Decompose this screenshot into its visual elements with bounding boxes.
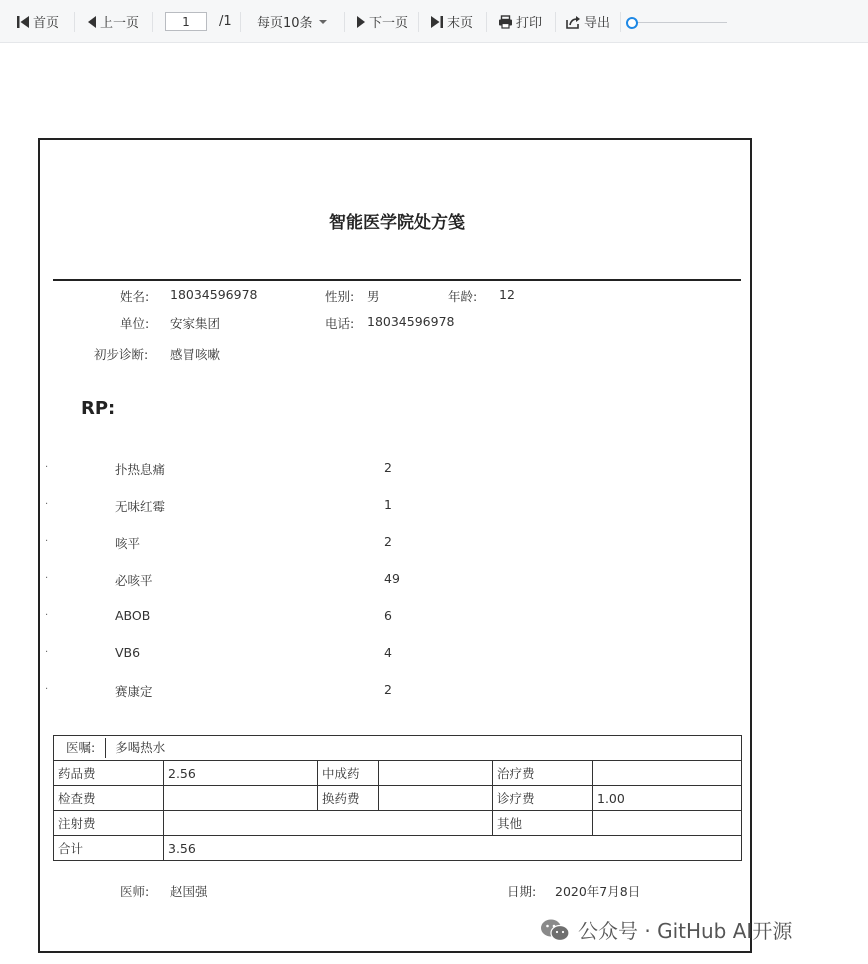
print-label: 打印 — [516, 16, 543, 31]
other-fee-label: 其他 — [493, 811, 593, 836]
diagnosis-value: 感冒咳嗽 — [170, 347, 221, 362]
table-row — [54, 786, 742, 811]
print-button[interactable] — [498, 0, 542, 43]
table-row — [54, 836, 742, 861]
last-page-icon — [430, 15, 444, 29]
drug-qty: 4 — [384, 645, 392, 660]
document-title: 智能医学院处方笺 — [329, 213, 465, 233]
prev-page-icon — [87, 15, 97, 29]
phone-label: 电话: — [325, 316, 355, 331]
first-page-label: 首页 — [33, 16, 60, 31]
diagnosis-label: 初步诊断: — [94, 347, 149, 362]
chevron-down-icon — [319, 20, 327, 24]
drug-name: ABOB — [115, 608, 151, 623]
patient-unit: 安家集团 — [170, 316, 221, 331]
drug-name: 咳平 — [115, 536, 141, 551]
drug-fee-value: 2.56 — [164, 761, 318, 786]
next-page-label: 下一页 — [369, 16, 409, 31]
drug-qty: 2 — [384, 460, 392, 475]
name-label: 姓名: — [120, 289, 150, 304]
wechat-icon — [540, 918, 570, 942]
fee-table — [53, 735, 742, 861]
doctor-label: 医师: — [120, 884, 150, 899]
table-row — [54, 811, 742, 836]
date-value: 2020年7月8日 — [555, 884, 641, 899]
page-total: /1 — [219, 14, 232, 29]
treatment-fee-label: 治疗费 — [493, 761, 593, 786]
watermark-text: 公众号 · GitHub AI开源 — [578, 919, 793, 943]
exam-fee-value — [164, 786, 318, 811]
printer-icon — [498, 15, 513, 29]
tcm-fee-label: 中成药 — [318, 761, 379, 786]
injection-fee-label: 注射费 — [54, 811, 164, 836]
drug-name: 扑热息痛 — [115, 462, 166, 477]
consult-fee-value: 1.00 — [593, 786, 742, 811]
page-number-input[interactable] — [165, 12, 207, 31]
table-row — [54, 736, 742, 761]
drug-name: 必咳平 — [115, 573, 153, 588]
doctor-name: 赵国强 — [170, 884, 208, 899]
table-row — [54, 761, 742, 786]
last-page-label: 末页 — [447, 16, 474, 31]
first-page-icon — [16, 15, 30, 29]
watermark — [540, 915, 792, 944]
prev-page-label: 上一页 — [100, 16, 140, 31]
zoom-slider-handle[interactable] — [626, 17, 638, 29]
prescription-document: 智能医学院处方笺 姓名: 18034596978 性别: 男 年龄: 12 单位: 安家集团 电话: 18034596978 初步诊断: 感冒咳嗽 RP: . 扑热息痛 2 . 无味红霉 1 . 咳平 2 . 必咳平 49 . ABOB 6 . VB6 4 . 赛康定 2 医嘱: 多喝热水 药品费 2.56 中成药 治疗费 检查费 换药费 诊疗费 1.00 注射费 其他 合计 3.56 医师: 赵国强 日期: 2020年7月8日 — [38, 138, 752, 953]
injection-fee-value — [164, 811, 493, 836]
age-label: 年龄: — [448, 289, 478, 304]
report-toolbar — [0, 0, 868, 43]
export-icon — [566, 15, 581, 29]
export-label: 导出 — [584, 16, 611, 31]
drug-qty: 6 — [384, 608, 392, 623]
drug-qty: 49 — [384, 571, 400, 586]
next-page-button[interactable] — [356, 0, 408, 43]
export-button[interactable] — [566, 0, 610, 43]
first-page-button[interactable] — [16, 0, 59, 43]
consult-fee-label: 诊疗费 — [493, 786, 593, 811]
last-page-button[interactable] — [430, 0, 473, 43]
dressing-fee-label: 换药费 — [318, 786, 379, 811]
exam-fee-label: 检查费 — [54, 786, 164, 811]
drug-qty: 2 — [384, 682, 392, 697]
treatment-fee-value — [593, 761, 742, 786]
total-label: 合计 — [54, 836, 164, 861]
patient-gender: 男 — [367, 289, 380, 304]
drug-name: VB6 — [115, 645, 141, 660]
other-fee-value — [593, 811, 742, 836]
patient-age: 12 — [499, 287, 515, 302]
drug-qty: 1 — [384, 497, 392, 512]
tcm-fee-value — [379, 761, 493, 786]
zoom-slider-track[interactable] — [637, 22, 727, 23]
drug-name: 赛康定 — [115, 684, 153, 699]
unit-label: 单位: — [120, 316, 150, 331]
page-size-select[interactable] — [257, 0, 327, 43]
page-size-label: 每页10条 — [257, 16, 313, 31]
patient-name: 18034596978 — [170, 287, 258, 302]
date-label: 日期: — [507, 884, 537, 899]
dressing-fee-value — [379, 786, 493, 811]
title-divider — [53, 279, 741, 281]
drug-fee-label: 药品费 — [54, 761, 164, 786]
gender-label: 性别: — [325, 289, 355, 304]
rp-label: RP: — [81, 398, 116, 419]
next-page-icon — [356, 15, 366, 29]
patient-phone: 18034596978 — [367, 314, 455, 329]
advice-label: 医嘱: — [66, 739, 96, 755]
prev-page-button[interactable] — [87, 0, 139, 43]
total-value: 3.56 — [164, 836, 742, 861]
drug-qty: 2 — [384, 534, 392, 549]
drug-name: 无味红霉 — [115, 499, 166, 514]
advice-value: 多喝热水 — [115, 739, 166, 755]
